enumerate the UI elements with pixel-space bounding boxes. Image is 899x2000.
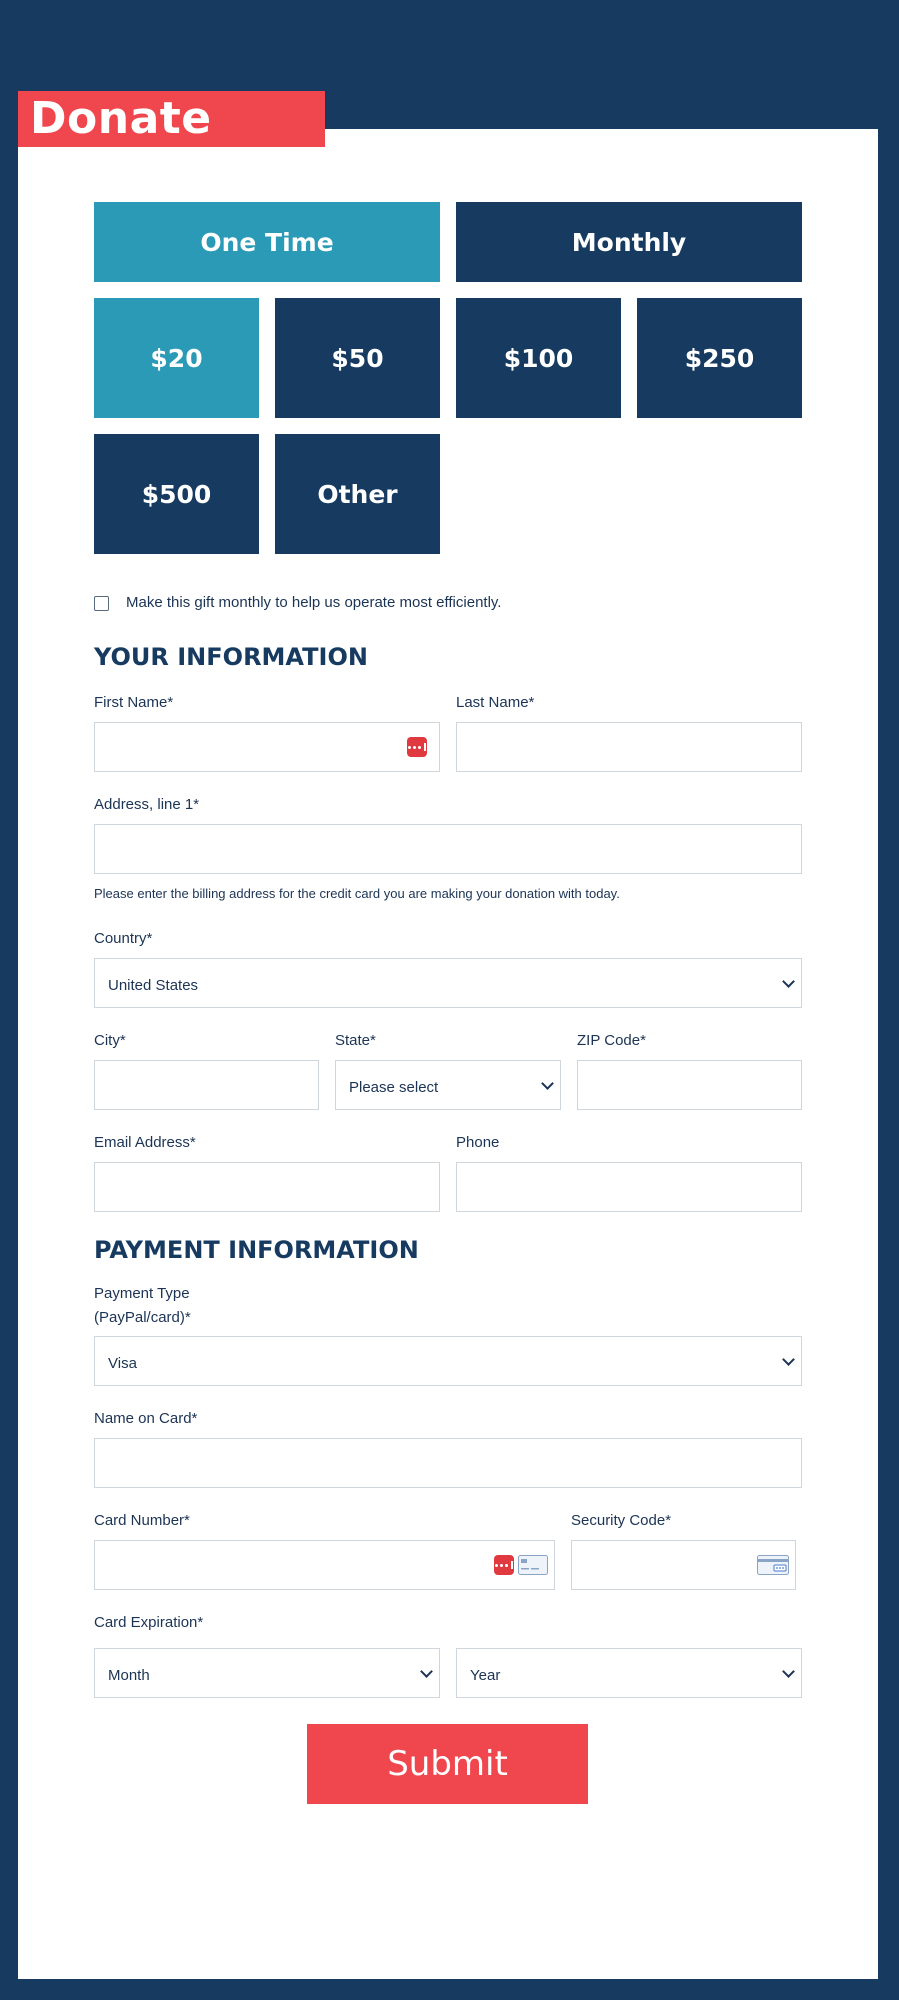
name-on-card-label: Name on Card* [94,1410,198,1427]
amount-20-button[interactable]: $20 [94,298,259,418]
amount-500-button[interactable]: $500 [94,434,259,554]
city-label: City* [94,1032,126,1049]
payment-information-heading: PAYMENT INFORMATION [94,1236,419,1264]
state-label: State* [335,1032,376,1049]
address-input[interactable] [94,824,802,874]
card-expiration-label: Card Expiration* [94,1614,204,1631]
monthly-checkbox-label: Make this gift monthly to help us operate most efficiently. [126,594,502,611]
phone-input[interactable] [456,1162,802,1212]
amount-100-button[interactable]: $100 [456,298,621,418]
amount-other-button[interactable]: Other [275,434,440,554]
one-time-button[interactable]: One Time [94,202,440,282]
payment-type-label-sub: (PayPal/card)* [94,1309,191,1326]
address-help-text: Please enter the billing address for the credit card you are making your donation with today. [94,886,620,901]
address-label: Address, line 1* [94,796,200,813]
payment-type-select[interactable] [94,1336,802,1386]
first-name-input[interactable] [94,722,440,772]
zip-input[interactable] [577,1060,802,1110]
name-on-card-input[interactable] [94,1438,802,1488]
expiration-year-value: Year [470,1666,501,1684]
chevron-down-icon [541,1077,554,1090]
country-label: Country* [94,930,153,947]
your-information-heading: YOUR INFORMATION [94,643,368,671]
chevron-down-icon [420,1665,433,1678]
payment-type-value: Visa [108,1354,137,1372]
expiration-year-select[interactable] [456,1648,802,1698]
chevron-down-icon [782,1353,795,1366]
city-input[interactable] [94,1060,319,1110]
amount-50-button[interactable]: $50 [275,298,440,418]
monthly-button[interactable]: Monthly [456,202,802,282]
state-value: Please select [349,1078,439,1096]
country-value: United States [108,976,199,994]
expiration-month-value: Month [108,1666,150,1684]
password-manager-icon[interactable] [494,1555,514,1575]
state-select[interactable] [335,1060,561,1110]
country-select[interactable] [94,958,802,1008]
expiration-month-select[interactable] [94,1648,440,1698]
security-code-input[interactable] [571,1540,796,1590]
phone-label: Phone [456,1134,500,1151]
password-manager-icon[interactable] [407,737,427,757]
chevron-down-icon [782,1665,795,1678]
card-security-code-icon [757,1555,789,1575]
chevron-down-icon [782,975,795,988]
card-number-input[interactable] [94,1540,555,1590]
payment-type-label: Payment Type [94,1285,190,1302]
email-input[interactable] [94,1162,440,1212]
amount-250-button[interactable]: $250 [637,298,802,418]
last-name-input[interactable] [456,722,802,772]
zip-label: ZIP Code* [577,1032,646,1049]
monthly-checkbox[interactable] [94,596,109,611]
submit-button[interactable]: Submit [307,1724,588,1804]
credit-card-icon [518,1555,548,1575]
email-label: Email Address* [94,1134,196,1151]
security-code-label: Security Code* [571,1512,672,1529]
page-title: Donate Now [18,91,325,147]
card-number-label: Card Number* [94,1512,190,1529]
last-name-label: Last Name* [456,694,535,711]
first-name-label: First Name* [94,694,174,711]
